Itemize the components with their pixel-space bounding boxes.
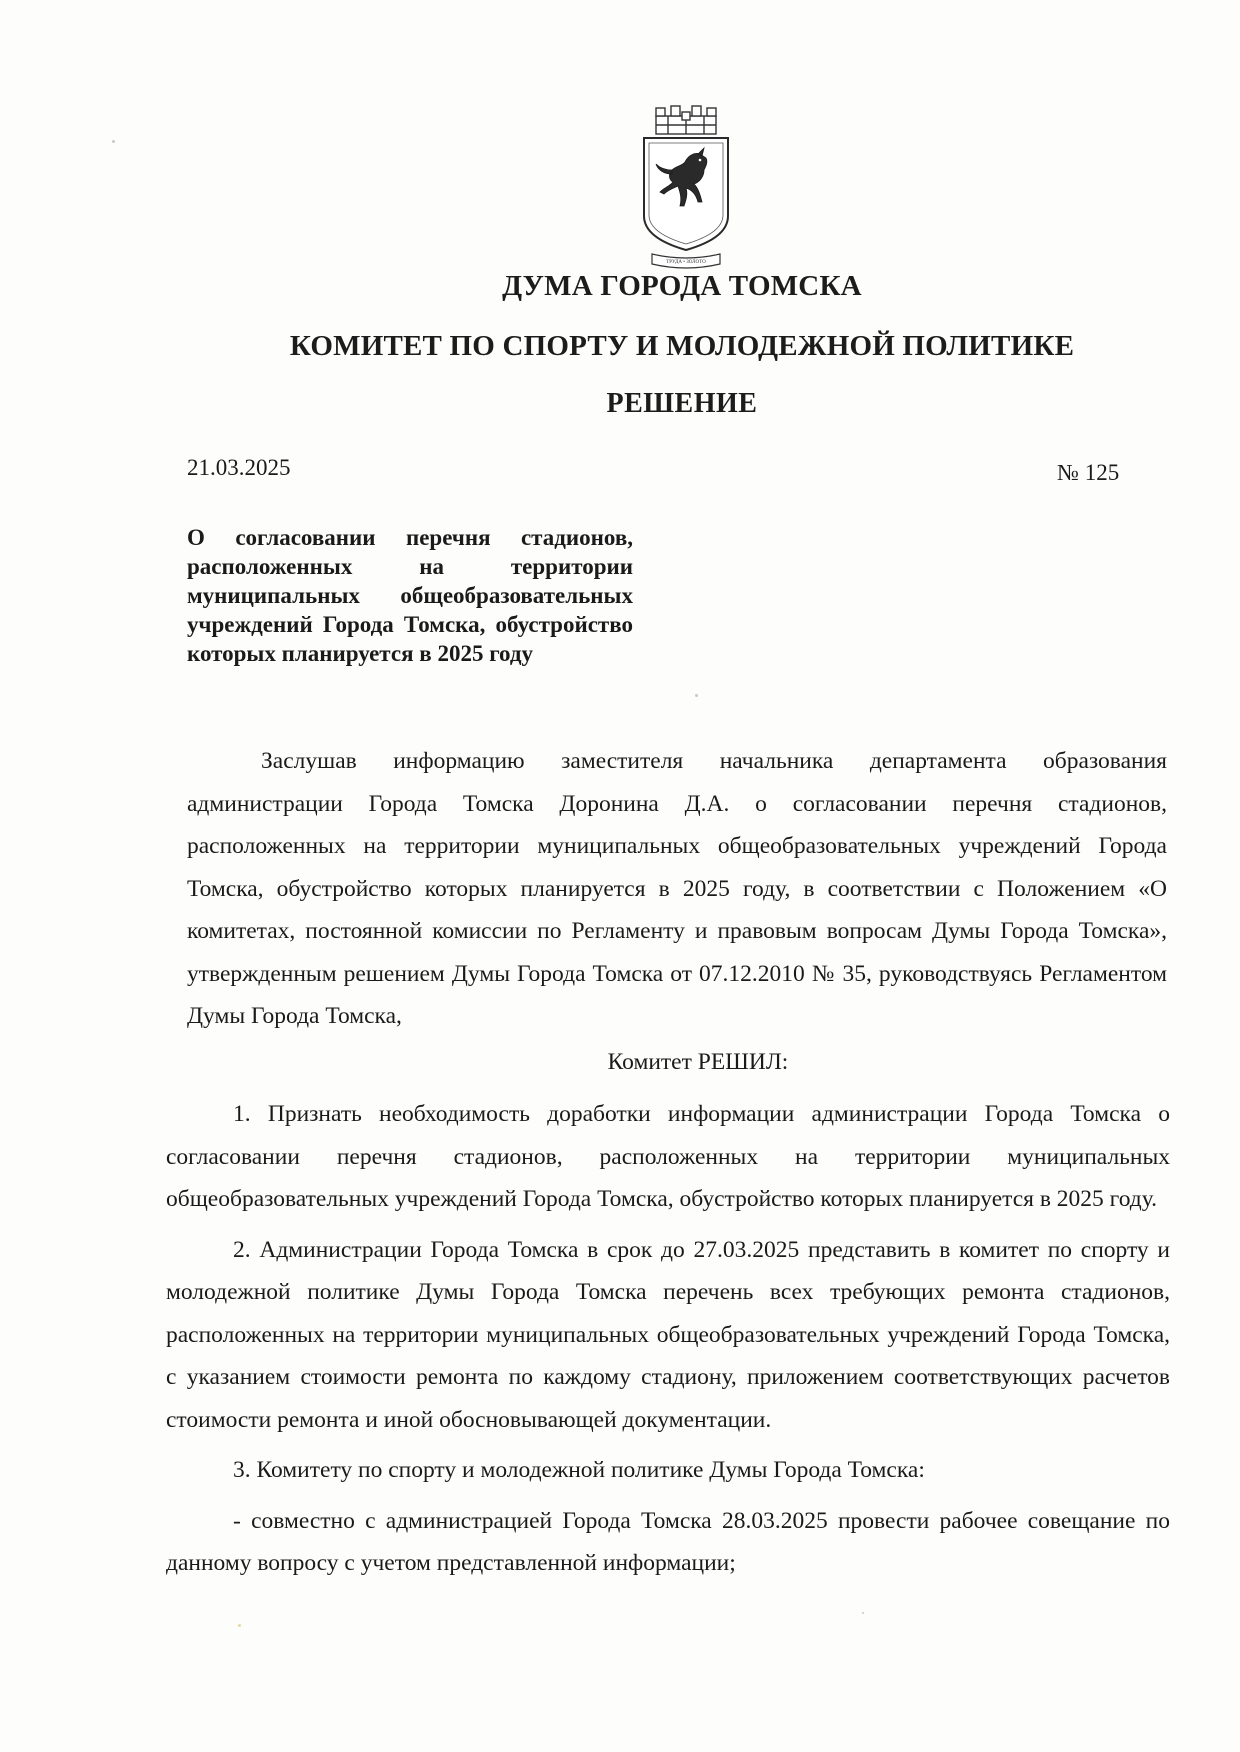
scan-speck (238, 1624, 241, 1627)
coat-of-arms-icon (638, 104, 734, 274)
document-date: 21.03.2025 (187, 455, 291, 480)
scan-speck (862, 1612, 864, 1614)
scan-speck (112, 140, 115, 143)
crown-icon (656, 106, 716, 134)
decision-item-1: 1. Признать необходимость доработки информации администрации Города Томска о согласовании перечня стадионов, расположенных на территории муниципальных общеобразовательных учреждений Города Томска, обустройство которых планируется в 2025 году. (166, 1101, 1170, 1212)
document-subject: О согласовании перечня стадионов, расположенных на территории муниципальных общеобразовательных учреждений Города Томска, обустройство которых планируется в 2025 году (187, 525, 633, 666)
resolved-heading: Комитет РЕШИЛ: (607, 1048, 789, 1075)
document-number: № 125 (1057, 460, 1120, 485)
preamble-paragraph: Заслушав информацию заместителя начальника департамента образования администрации Города Томска Доронина Д.А. о согласовании перечня стадионов, расположенных на территории муниципальных общеобразовательных учреждений Города Томска, обустройство которых планируется в 2025 году, в соответствии с Положением «О комитетах, постоянной комиссии по Регламенту и правовым вопросам Думы Города Томска», утвержденным решением Думы Города Томска от 07.12.2010 № 35, руководствуясь Регламентом Думы Города Томска, (187, 748, 1167, 1029)
document-body (166, 740, 1170, 1585)
org-name: ДУМА ГОРОДА ТОМСКА (502, 270, 862, 302)
document-type: РЕШЕНИЕ (606, 388, 758, 419)
decision-item-3: 3. Комитету по спорту и молодежной политике Думы Города Томска: (233, 1457, 925, 1483)
decision-subitem: - совместно с администрацией Города Томска 28.03.2025 провести рабочее совещание по данному вопросу с учетом представленной информации; (166, 1507, 1170, 1576)
emblem-motto: ТРУДА • ЗОЛОТО (666, 260, 706, 265)
decision-item-2: 2. Администрации Города Томска в срок до 27.03.2025 представить в комитет по спорту и молодежной политике Думы Города Томска перечень всех требующих ремонта стадионов, расположенных на территории муниципальных общеобразовательных учреждений Города Томска, с указанием стоимости ремонта по каждому стадиону, приложением соответствующих расчетов стоимости ремонта и иной обосновывающей документации. (166, 1236, 1170, 1433)
committee-name: КОМИТЕТ ПО СПОРТУ И МОЛОДЕЖНОЙ ПОЛИТИКЕ (289, 330, 1075, 362)
scan-speck (695, 694, 698, 697)
